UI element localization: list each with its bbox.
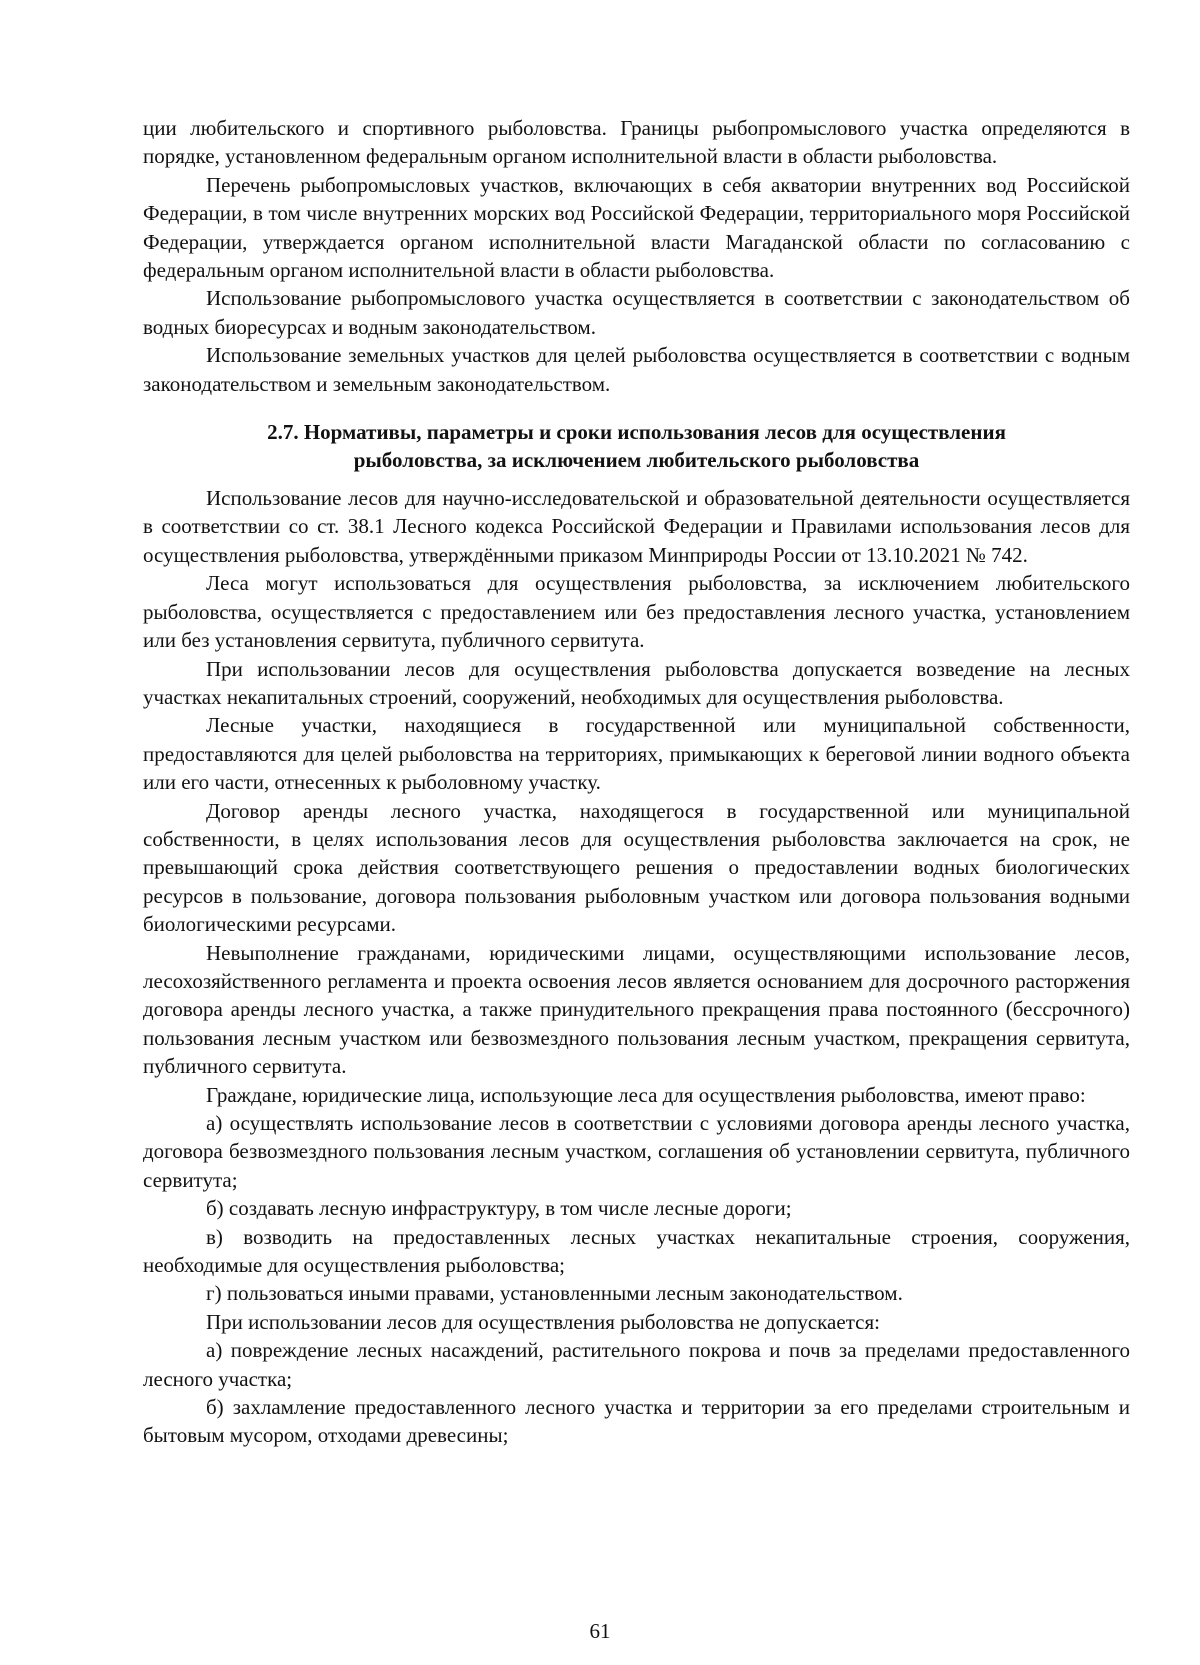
section-heading-line: рыболовства, за исключением любительского рыболовства xyxy=(353,448,920,473)
list-item: б) создавать лесную инфраструктуру, в том числе лесные дороги; xyxy=(206,1196,792,1221)
paragraph: Перечень рыбопромысловых участков, включающих в себя акватории внутренних вод Российской Федерации, в том числе внутренних морских вод Российской Федерации, территориального моря Российской Федерации, утверждается органом исполнительной власти Магаданской области по согласованию с федеральным органом исполнительной власти в области рыболовства. xyxy=(143,172,1130,283)
page-number: 61 xyxy=(589,1619,611,1643)
list-item: а) повреждение лесных насаждений, растительного покрова и почв за пределами предоставленного лесного участка; xyxy=(143,1338,1130,1391)
section-heading-line: 2.7. Нормативы, параметры и сроки использования лесов для осуществления xyxy=(267,420,1006,445)
paragraph: При использовании лесов для осуществления рыболовства не допускается: xyxy=(206,1309,880,1334)
section-heading xyxy=(143,418,1130,474)
paragraph: Использование земельных участков для целей рыболовства осуществляется в соответствии с водным законодательством и земельным законодательством. xyxy=(143,343,1130,396)
paragraph: Использование лесов для научно-исследовательской и образовательной деятельности осуществляется в соответствии со ст. 38.1 Лесного кодекса Российской Федерации и Правилами использования лесов для осуществления рыболовства, утверждёнными приказом Минприроды России от 13.10.2021 № 742. xyxy=(143,486,1130,567)
list-item: г) пользоваться иными правами, установленными лесным законодательством. xyxy=(206,1281,903,1306)
document-page xyxy=(143,114,1130,1450)
list-item: а) осуществлять использование лесов в соответствии с условиями договора аренды лесного участка, договора безвозмездного пользования лесным участком, соглашения об установлении сервитута, публичного сервитута; xyxy=(143,1111,1130,1192)
paragraph: При использовании лесов для осуществления рыболовства допускается возведение на лесных участках некапитальных строений, сооружений, необходимых для осуществления рыболовства. xyxy=(143,656,1130,709)
paragraph: Использование рыбопромыслового участка осуществляется в соответствии с законодательством об водных биоресурсах и водным законодательством. xyxy=(143,286,1130,339)
paragraph: ции любительского и спортивного рыболовства. Границы рыбопромыслового участка определяются в порядке, установленном федеральным органом исполнительной власти в области рыболовства. xyxy=(143,116,1130,169)
paragraph: Договор аренды лесного участка, находящегося в государственной или муниципальной собственности, в целях использования лесов для осуществления рыболовства заключается на срок, не превышающий срока действия соответствующего решения о предоставлении водных биологических ресурсов в пользование, договора пользования рыболовным участком или договора пользования водными биологическими ресурсами. xyxy=(143,798,1130,937)
list-item: б) захламление предоставленного лесного участка и территории за его пределами строительным и бытовым мусором, отходами древесины; xyxy=(143,1395,1130,1448)
list-item: в) возводить на предоставленных лесных участках некапитальные строения, сооружения, необходимые для осуществления рыболовства; xyxy=(143,1224,1130,1278)
paragraph: Леса могут использоваться для осуществления рыболовства, за исключением любительского рыболовства, осуществляется с предоставлением или без предоставления лесного участка, установлением или без установления сервитута, публичного сервитута. xyxy=(143,571,1130,653)
paragraph: Лесные участки, находящиеся в государственной или муниципальной собственности, предоставляются для целей рыболовства на территориях, примыкающих к береговой линии водного объекта или его части, отнесенных к рыболовному участку. xyxy=(143,713,1130,795)
paragraph: Граждане, юридические лица, использующие леса для осуществления рыболовства, имеют право: xyxy=(206,1082,1086,1107)
paragraph: Невыполнение гражданами, юридическими лицами, осуществляющими использование лесов, лесохозяйственного регламента и проекта освоения лесов является основанием для досрочного расторжения договора аренды лесного участка, а также принудительного прекращения права постоянного (бессрочного) пользования лесным участком или безвозмездного пользования лесным участком, прекращения сервитута, публичного сервитута. xyxy=(143,940,1130,1079)
